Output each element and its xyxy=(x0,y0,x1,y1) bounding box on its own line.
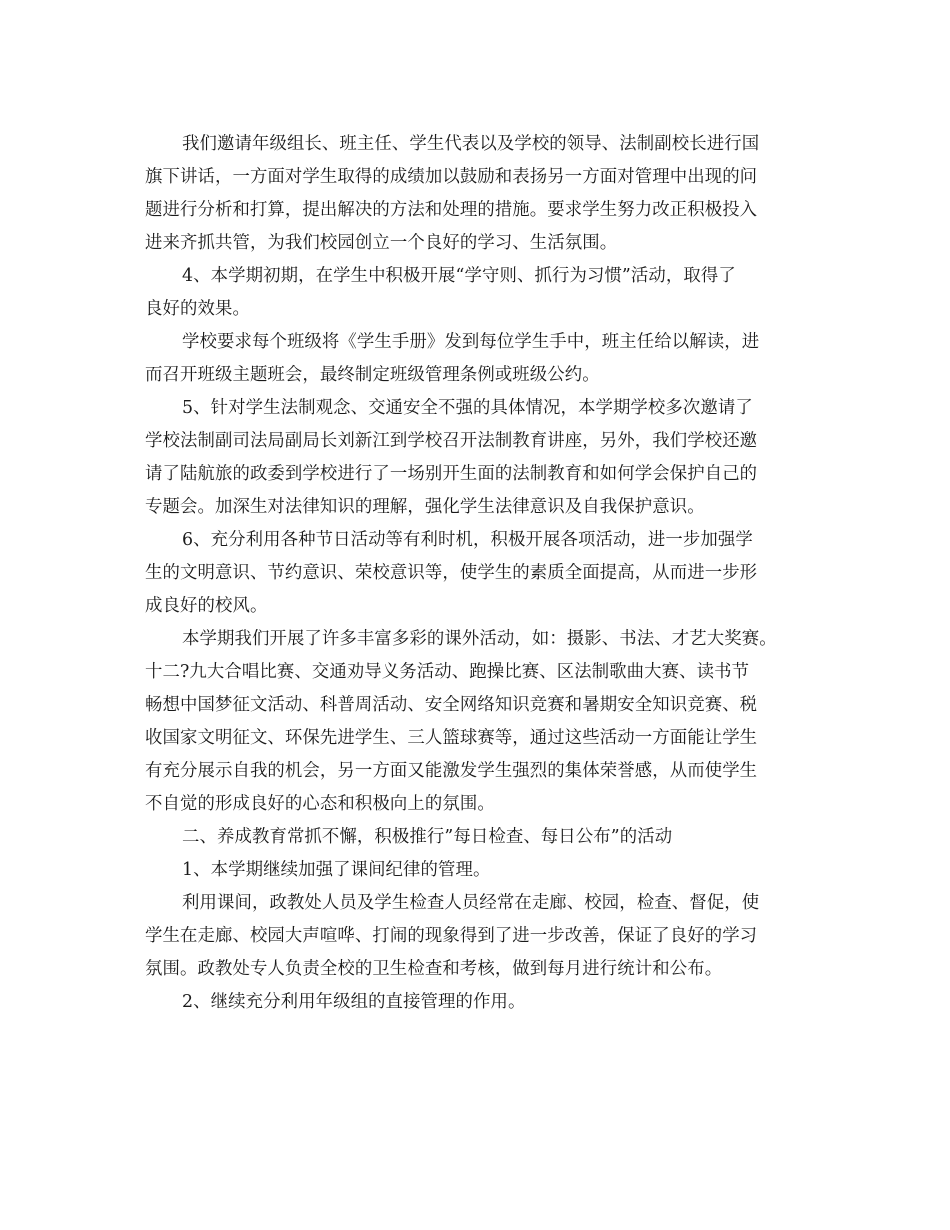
text-line: 6、充分利用各种节日活动等有利时机，积极开展各项活动，进一步加强学 xyxy=(182,530,753,550)
text-line: 有充分展示自我的机会，另一方面又能激发学生强烈的集体荣誉感，从而使学生 xyxy=(145,761,758,781)
text-line: 我们邀请年级组长、班主任、学生代表以及学校的领导、法制副校长进行国 xyxy=(182,134,760,154)
text-line: 学校要求每个班级将《学生手册》发到每位学生手中，班主任给以解读，进 xyxy=(182,332,760,352)
text-line: 5、针对学生法制观念、交通安全不强的具体情况，本学期学校多次邀请了 xyxy=(182,398,753,418)
text-line: 学校法制副司法局副局长刘新江到学校召开法制教育讲座，另外，我们学校还邀 xyxy=(145,431,758,451)
text-line: 成良好的校风。 xyxy=(145,596,268,616)
text-line: 4、本学期初期，在学生中积极开展“学守则、抓行为习惯”活动，取得了 xyxy=(182,266,736,286)
text-line: 畅想中国梦征文活动、科普周活动、安全网络知识竞赛和暑期安全知识竞赛、税 xyxy=(145,695,758,715)
text-line: 本学期我们开展了许多丰富多彩的课外活动，如：摄影、书法、才艺大奖赛。 xyxy=(182,629,777,649)
text-line: 十二?九大合唱比赛、交通劝导义务活动、跑操比赛、区法制歌曲大赛、读书节 xyxy=(145,662,750,682)
text-line: 良好的效果。 xyxy=(145,299,250,319)
text-line: 进来齐抓共管，为我们校园创立一个良好的学习、生活氛围。 xyxy=(145,233,618,253)
text-line: 生的文明意识、节约意识、荣校意识等，使学生的素质全面提高，从而进一步形 xyxy=(145,563,758,583)
text-line: 二、养成教育常抓不懈，积极推行”每日检查、每日公布”的活动 xyxy=(182,827,673,847)
text-line: 1、本学期继续加强了课间纪律的管理。 xyxy=(182,860,491,880)
text-line: 不自觉的形成良好的心态和积极向上的氛围。 xyxy=(145,794,495,814)
text-line: 专题会。加深生对法律知识的理解，强化学生法律意识及自我保护意识。 xyxy=(145,497,705,517)
document-body xyxy=(145,128,815,1019)
text-line: 收国家文明征文、环保先进学生、三人篮球赛等，通过这些活动一方面能让学生 xyxy=(145,728,758,748)
text-line: 旗下讲话，一方面对学生取得的成绩加以鼓励和表扬另一方面对管理中出现的问 xyxy=(145,167,758,187)
text-line: 利用课间，政教处人员及学生检查人员经常在走廊、校园，检查、督促，使 xyxy=(182,893,760,913)
text-line: 而召开班级主题班会，最终制定班级管理条例或班级公约。 xyxy=(145,365,600,385)
text-line: 题进行分析和打算，提出解决的方法和处理的措施。要求学生努力改正积极投入 xyxy=(145,200,758,220)
text-line: 氛围。政教处专人负责全校的卫生检查和考核，做到每月进行统计和公布。 xyxy=(145,959,723,979)
text-line: 2、继续充分利用年级组的直接管理的作用。 xyxy=(182,992,526,1012)
text-line: 请了陆航旅的政委到学校进行了一场别开生面的法制教育和如何学会保护自己的 xyxy=(145,464,758,484)
text-line: 学生在走廊、校园大声喧哗、打闹的现象得到了进一步改善，保证了良好的学习 xyxy=(145,926,758,946)
